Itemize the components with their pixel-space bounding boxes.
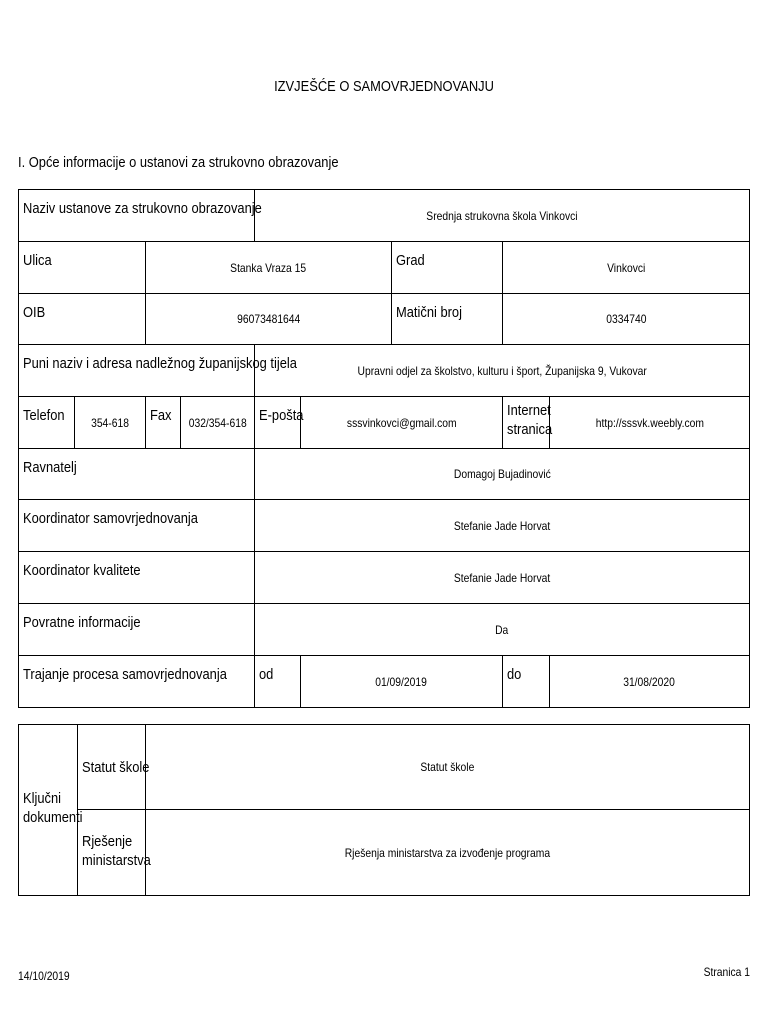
oib-value: 96073481644 (236, 312, 301, 326)
koord-kval-value: Stefanie Jade Horvat (453, 570, 551, 585)
od-value: 01/09/2019 (375, 674, 428, 689)
od-label: od (259, 666, 274, 683)
ulica-value: Stanka Vraza 15 (230, 260, 307, 275)
do-label: do (507, 666, 522, 683)
zupanija-label: Puni naziv i adresa nadležnog županijskog tijela (23, 355, 297, 372)
telefon-label: Telefon (23, 407, 65, 424)
grad-value: Vinkovci (606, 260, 646, 275)
zupanija-value: Upravni odjel za školstvo, kulturu i šport, Županijska 9, Vukovar (357, 363, 647, 378)
statut-value: Statut škole (420, 760, 475, 774)
ulica-label: Ulica (23, 252, 52, 269)
fax-value: 032/354-618 (188, 415, 247, 430)
eposta-label: E-pošta (259, 407, 304, 424)
statut-label-cell (77, 724, 150, 810)
kljucni-label-cell (18, 724, 83, 896)
koord-samo-label: Koordinator samovrjednovanja (23, 510, 198, 527)
rjesenje-value-cell (145, 809, 750, 896)
ravnatelj-value: Domagoj Bujadinović (453, 467, 551, 481)
kljucni-label: Ključni dokumenti (23, 790, 83, 826)
footer-date: 14/10/2019 (18, 969, 70, 983)
fax-label: Fax (150, 407, 172, 424)
internet-value[interactable]: http://sssvk.weebly.com (595, 415, 704, 430)
document-title: IZVJEŠĆE O SAMOVRJEDNOVANJU (274, 78, 494, 95)
section-heading: I. Opće informacije o ustanovi za strukovno obrazovanje (18, 154, 339, 171)
povratne-value: Da (495, 622, 509, 637)
statut-value-cell (145, 724, 750, 810)
povratne-label: Povratne informacije (23, 614, 141, 631)
koord-samo-value: Stefanie Jade Horvat (453, 518, 551, 533)
do-value: 31/08/2020 (623, 674, 676, 689)
naziv-label: Naziv ustanove za strukovno obrazovanje (23, 200, 262, 217)
trajanje-label: Trajanje procesa samovrjednovanja (23, 666, 227, 683)
rjesenje-value: Rješenja ministarstva za izvođenje programa (344, 845, 551, 860)
eposta-value[interactable]: sssvinkovci@gmail.com (346, 415, 457, 430)
maticni-value: 0334740 (605, 312, 647, 326)
grad-label: Grad (396, 252, 425, 269)
statut-label: Statut škole (82, 759, 150, 776)
ravnatelj-label: Ravnatelj (23, 459, 77, 476)
oib-label: OIB (23, 304, 46, 321)
koord-kval-label: Koordinator kvalitete (23, 562, 141, 579)
telefon-value: 354-618 (91, 415, 129, 430)
maticni-label: Matični broj (396, 304, 462, 321)
internet-label: Internet stranica (507, 402, 553, 438)
rjesenje-label-cell (77, 809, 151, 896)
rjesenje-label: Rješenje ministarstva (82, 833, 151, 869)
naziv-value: Srednja strukovna škola Vinkovci (426, 208, 578, 223)
footer-page-number: Stranica 1 (703, 965, 750, 979)
